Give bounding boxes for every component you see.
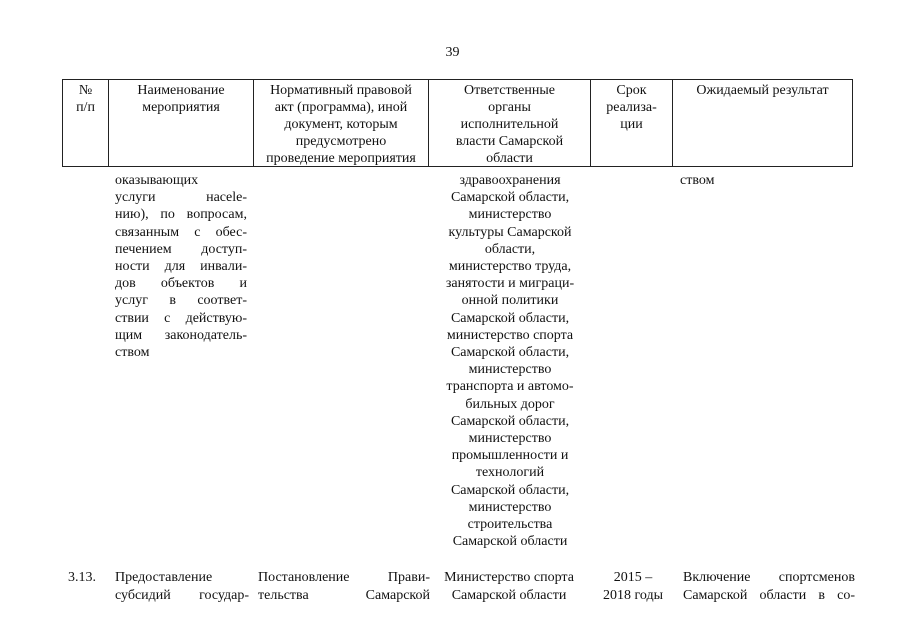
text-line: Включение спортсменов [683,570,855,585]
text-line: Самарской области [452,534,568,550]
text-line: услуг в соответ- [115,293,247,309]
text-line: Министерство спорта [444,570,574,585]
text-line: Срок [616,83,647,98]
text-line: области [486,151,533,166]
text-line: культуры Самарской [448,224,572,240]
text-line: власти Самарской [455,134,564,149]
text-line: оказывающих [115,173,199,188]
text-line: ством [115,345,150,361]
text-line: документ, которым [284,117,398,132]
text-line: мероприятия [142,100,220,115]
text-line: занятости и миграци- [445,276,575,292]
text-line: технологий [475,465,545,481]
text-line: бильных дорог [465,396,555,412]
header-responsible-bodies [429,80,591,167]
text-line: акт (программа), иной [274,100,408,115]
text-line: области, [484,241,536,257]
text-line: дов объектов и [115,276,247,292]
text-line: министерство спорта [446,327,574,343]
text-line: ствии с действую- [115,310,247,326]
text-line: проведение мероприятия [266,151,416,166]
text-line: Постановление Прави- [258,570,430,585]
text-line: транспорта и автомо- [446,379,574,395]
row-3-13-expected-result [683,569,855,605]
text-line: ством [680,173,715,188]
text-line: п/п [76,100,95,115]
header-legal-act [254,80,429,167]
text-line: субсидий государ- [115,588,249,603]
table-header [62,79,853,167]
text-line: 2018 годы [602,588,664,603]
text-line: предусмотрено [295,134,387,149]
text-line: ции [620,117,643,132]
text-line: Наименование [137,83,225,98]
text-line: № [78,83,93,98]
text-line: ности для инвали- [115,259,247,275]
text-line: исполнительной [460,117,559,132]
text-line: Самарской области [451,588,567,603]
row-3-13-term [596,569,670,605]
page-number: 39 [445,45,460,60]
continued-responsible-bodies [428,172,592,550]
text-line: промышленности и [451,448,569,464]
text-line: щим законодатель- [115,327,247,343]
text-line: печением доступ- [115,241,247,257]
text-line: министерство [468,431,552,447]
text-line: Самарской области, [450,482,570,498]
header-term [591,80,673,167]
header-expected-result [673,80,852,167]
text-line: Предоставление [115,570,213,585]
text-line: Самарской области в со- [683,588,855,603]
text-line: связанным с обес- [115,224,247,240]
row-3-13-legal-act [258,569,430,605]
text-line: услуги насele- [115,190,247,206]
continued-expected-result [680,172,850,189]
text-line: министерство [468,362,552,378]
header-event-name [109,80,254,167]
text-line: 2015 – [613,570,653,585]
text-line: Самарской области, [450,310,570,326]
header-number [63,80,109,167]
continued-event-name [115,172,247,361]
text-line: министерство труда, [448,259,572,275]
text-line: реализа- [606,100,657,115]
text-line: министерство [468,207,552,223]
text-line: строительства [467,517,553,533]
row-3-13-event-name [115,569,249,605]
row-3-13-number: 3.13. [68,570,96,585]
text-line: Нормативный правовой [270,83,412,98]
text-line: Самарской области, [450,190,570,206]
text-line: здравоохранения [459,173,561,188]
text-line: органы [488,100,531,115]
text-line: Самарской области, [450,345,570,361]
text-line: онной политики [461,293,559,309]
text-line: Самарской области, [450,413,570,429]
text-line: министерство [468,499,552,515]
text-line: нию), по вопросам, [115,207,247,223]
text-line: Ответственные [464,83,555,98]
text-line: Ожидаемый результат [696,83,829,98]
row-3-13-responsible-bodies [434,569,584,605]
text-line: тельства Самарской [258,588,430,603]
